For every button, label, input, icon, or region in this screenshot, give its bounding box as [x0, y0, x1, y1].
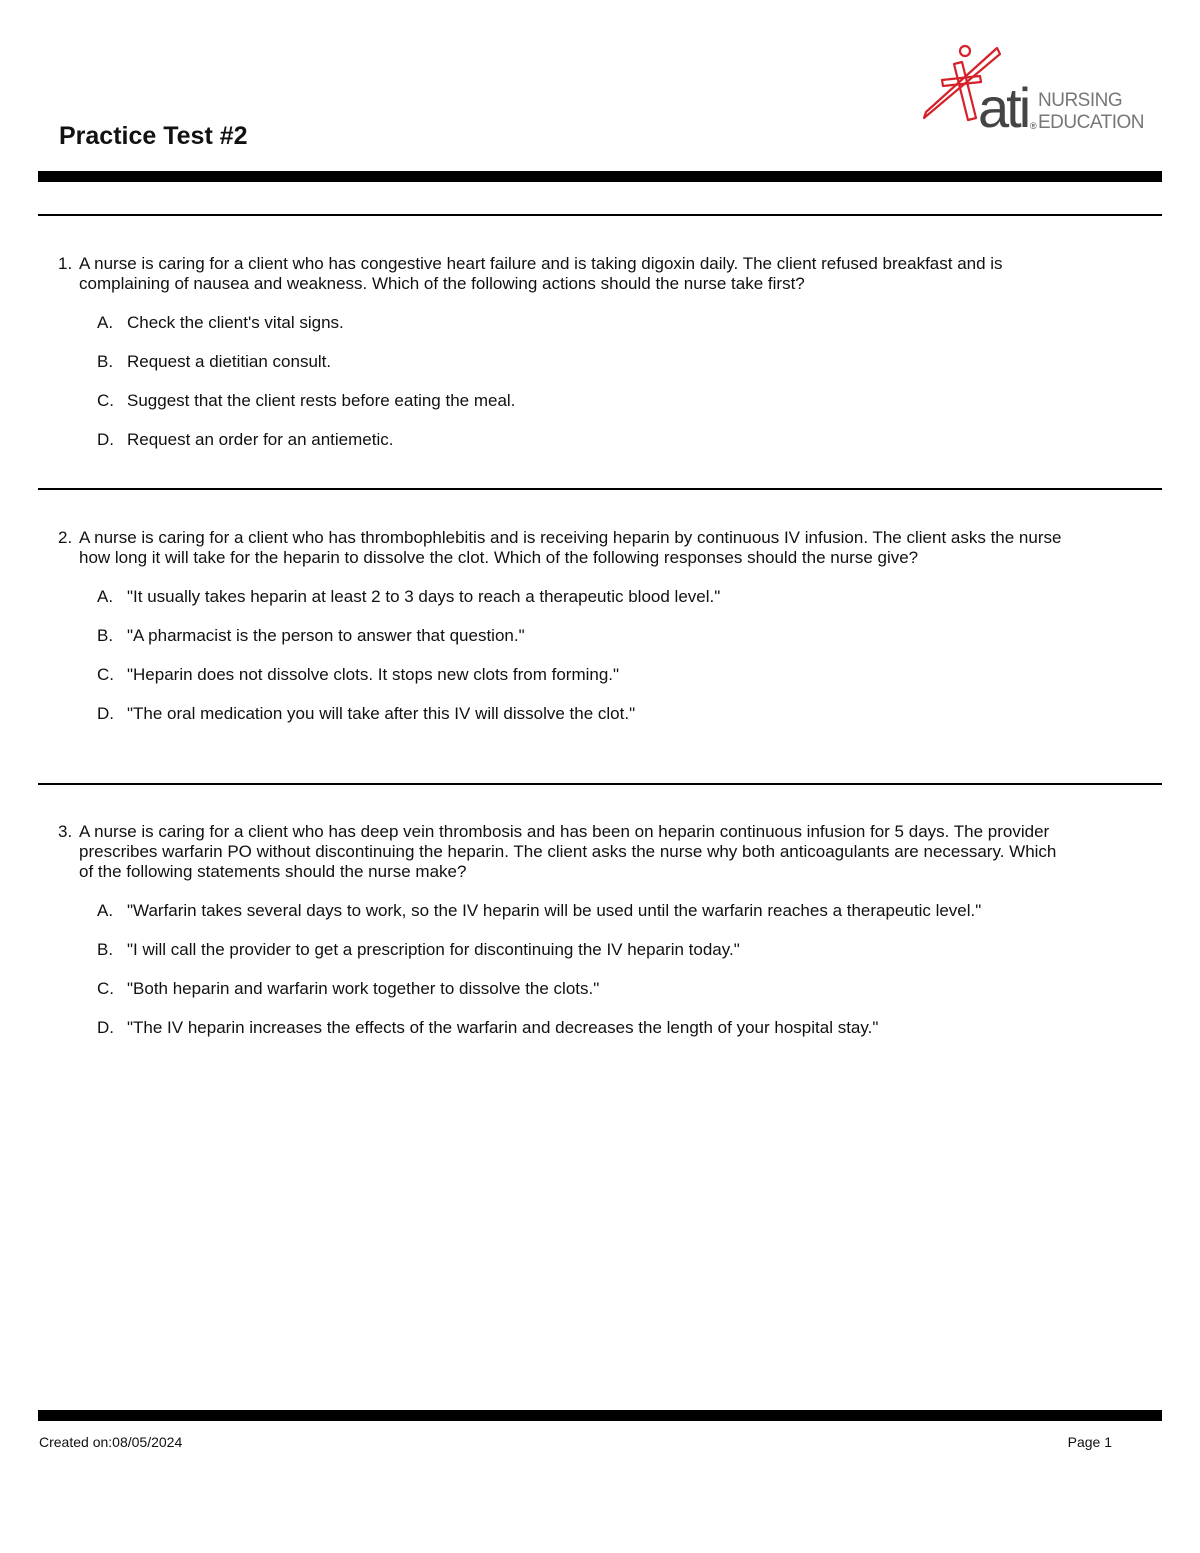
- page-number: Page 1: [1067, 1434, 1112, 1450]
- answer-options: [58, 313, 1068, 450]
- question-3: [58, 822, 1068, 1057]
- question-1: [58, 254, 1068, 469]
- question-2: [58, 528, 1068, 743]
- option-letter: B.: [97, 352, 114, 371]
- option-letter: A.: [97, 587, 114, 606]
- ati-nursing-education-logo: [918, 42, 1144, 139]
- option-letter: B.: [97, 626, 114, 645]
- answer-option[interactable]: [97, 626, 1068, 646]
- question-divider: [38, 214, 1162, 216]
- answer-option[interactable]: [97, 352, 1068, 372]
- option-text: "It usually takes heparin at least 2 to 3 days to reach a therapeutic blood level.": [127, 587, 721, 606]
- option-letter: B.: [97, 940, 114, 959]
- option-letter: C.: [97, 391, 114, 410]
- question-text: A nurse is caring for a client who has thrombophlebitis and is receiving heparin by continuous IV infusion. The client asks the nurse how long it will take for the heparin to dissolve the clot. Which of the following responses should the nurse give?: [79, 528, 1062, 567]
- option-letter: A.: [97, 313, 114, 332]
- option-text: Suggest that the client rests before eating the meal.: [127, 391, 516, 410]
- option-text: "Both heparin and warfarin work together to dissolve the clots.": [127, 979, 600, 998]
- answer-option[interactable]: [97, 940, 1068, 960]
- option-letter: A.: [97, 901, 114, 920]
- question-number: 3.: [58, 822, 73, 841]
- question-divider: [38, 488, 1162, 490]
- option-text: Request a dietitian consult.: [127, 352, 332, 371]
- option-text: "The IV heparin increases the effects of the warfarin and decreases the length of your hospital stay.": [127, 1018, 879, 1037]
- answer-option[interactable]: [97, 313, 1068, 333]
- question-number: 1.: [58, 254, 73, 273]
- option-text: "A pharmacist is the person to answer that question.": [127, 626, 525, 645]
- footer-thick-rule: [38, 1410, 1162, 1421]
- question-divider: [38, 783, 1162, 785]
- answer-option[interactable]: [97, 704, 1068, 724]
- answer-option[interactable]: [97, 979, 1068, 999]
- question-stem: [58, 528, 1068, 568]
- option-letter: D.: [97, 704, 114, 723]
- question-stem: [58, 822, 1068, 882]
- question-text: A nurse is caring for a client who has congestive heart failure and is taking digoxin daily. The client refused breakfast and is complaining of nausea and weakness. Which of the following actions should the nurse take first?: [79, 254, 1003, 293]
- option-letter: C.: [97, 979, 114, 998]
- answer-option[interactable]: [97, 1018, 1068, 1038]
- logo-wordmark: ati: [978, 76, 1029, 139]
- answer-option[interactable]: [97, 665, 1068, 685]
- answer-option[interactable]: [97, 587, 1068, 607]
- option-text: "Heparin does not dissolve clots. It stops new clots from forming.": [127, 665, 620, 684]
- question-number: 2.: [58, 528, 73, 547]
- logo-subtitle-line2: EDUCATION: [1038, 112, 1144, 133]
- answer-options: [58, 587, 1068, 724]
- option-text: "Warfarin takes several days to work, so the IV heparin will be used until the warfarin reaches a therapeutic level.": [127, 901, 982, 920]
- header-thick-rule: [38, 171, 1162, 182]
- option-text: "The oral medication you will take after this IV will dissolve the clot.": [127, 704, 636, 723]
- logo-subtitle-line1: NURSING: [1038, 90, 1123, 111]
- option-text: Request an order for an antiemetic.: [127, 430, 394, 449]
- option-letter: D.: [97, 430, 114, 449]
- logo-subtitle: [1038, 90, 1144, 134]
- option-letter: C.: [97, 665, 114, 684]
- answer-options: [58, 901, 1068, 1038]
- option-text: "I will call the provider to get a prescription for discontinuing the IV heparin today.": [127, 940, 740, 959]
- answer-option[interactable]: [97, 430, 1068, 450]
- option-letter: D.: [97, 1018, 114, 1037]
- logo-registered-mark: ®: [1030, 121, 1037, 131]
- created-date: Created on:08/05/2024: [39, 1434, 183, 1450]
- option-text: Check the client's vital signs.: [127, 313, 344, 332]
- answer-option[interactable]: [97, 901, 1068, 921]
- question-text: A nurse is caring for a client who has deep vein thrombosis and has been on heparin continuous infusion for 5 days. The provider prescribes warfarin PO without discontinuing the heparin. The client asks the nurse why both anticoagulants are necessary. Which of the following statements should the nurse make?: [79, 822, 1057, 881]
- answer-option[interactable]: [97, 391, 1068, 411]
- page-title: Practice Test #2: [59, 122, 248, 150]
- question-stem: [58, 254, 1068, 294]
